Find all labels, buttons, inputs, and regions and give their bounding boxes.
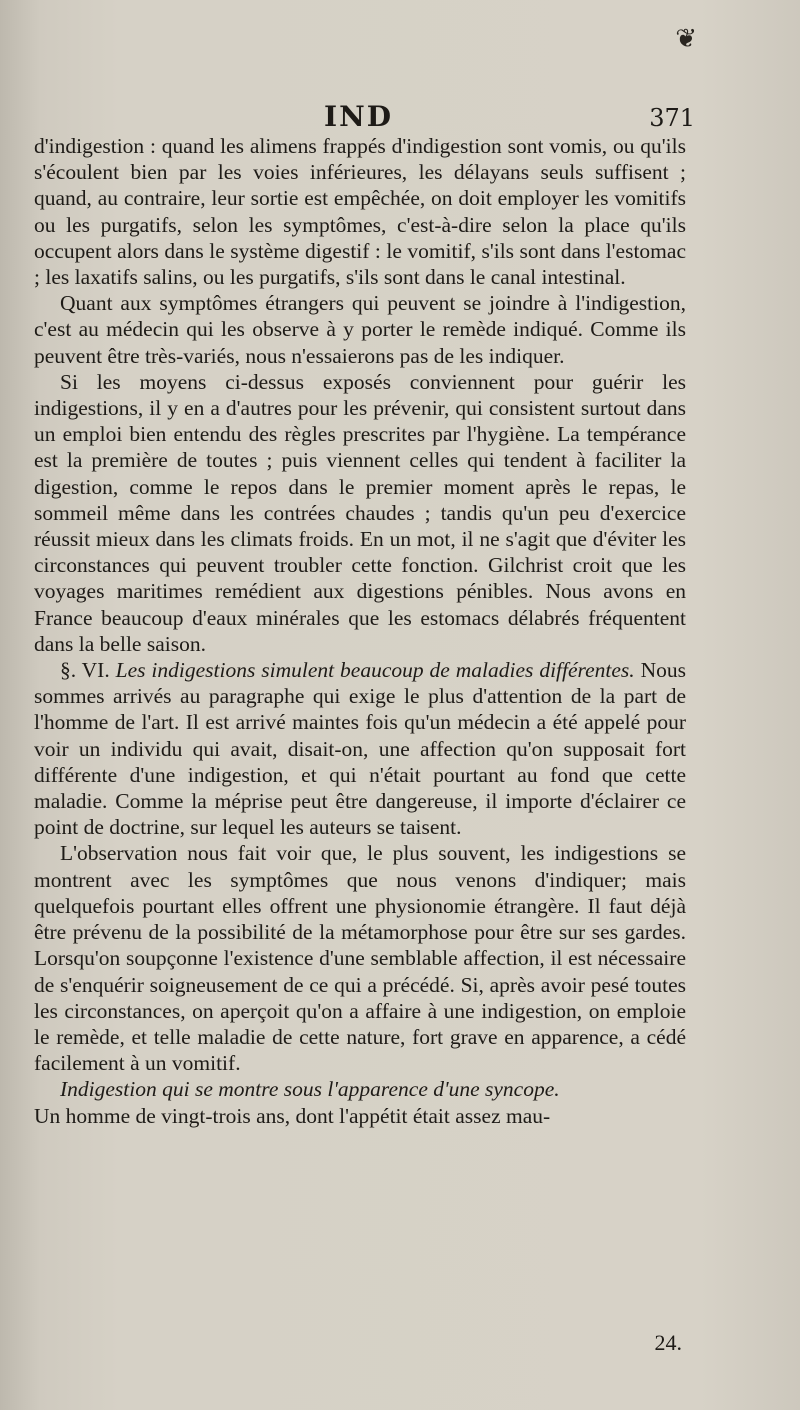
paragraph-3: Si les moyens ci-dessus exposés conviennent pour guérir les indigestions, il y en a d'autres pour les prévenir, qui consistent surtout dans un emploi bien entendu des règles prescrites par l'hygiène. La tempérance est la première de toutes ; puis viennent celles qui tendent à faciliter la digestion, comme le repos dans le premier moment après le repas, le sommeil même dans les contrées chaudes ; tandis qu'un peu d'exercice réussit mieux dans les climats froids. En un mot, il ne s'agit que d'éviter les circonstances qui peuvent troubler cette fonction. Gilchrist croit que les voyages maritimes remédient aux digestions pénibles. Nous avons en France beaucoup d'eaux minérales que les estomacs délabrés fréquentent dans la belle saison. [34, 369, 686, 656]
body-text [34, 133, 686, 1129]
section-number: §. VI. [60, 658, 110, 683]
page-number: 371 [649, 104, 695, 132]
paragraph-7: Un homme de vingt-trois ans, dont l'appétit était assez mau- [34, 1103, 551, 1128]
signature-mark: 24. [654, 1330, 682, 1355]
paragraph-4 [34, 657, 686, 840]
paragraph-1: d'indigestion : quand les alimens frappés d'indigestion sont vomis, ou qu'ils s'écoulent bien par les voies inférieures, les délayans seuls suffisent ; quand, au contraire, leur sortie est empêchée, on doit employer les vomitifs ou les purgatifs, selon les symptômes, c'est-à-dire selon la place qu'ils occupent alors dans le système digestif : le vomitif, s'ils sont dans l'estomac ; les laxatifs salins, ou les purgatifs, s'ils sont dans le canal intestinal. [34, 134, 686, 290]
running-head [0, 100, 800, 134]
paragraph-2: Quant aux symptômes étrangers qui peuvent se joindre à l'indigestion, c'est au médecin qui les observe à y porter le remède indiqué. Comme ils peuvent être très-variés, nous n'essaierons pas de les indiquer. [34, 291, 686, 368]
paragraph-4-text: Nous sommes arrivés au paragraphe qui exige le plus d'attention de la part de l'homme de l'art. Il est arrivé maintes fois qu'un médecin a été appelé pour voir un individu qui avait, disait-on, une affection qu'on supposait fort différente d'une indigestion, et qui n'était pourtant au fond que cette maladie. Comme la méprise peut être dangereuse, il importe d'éclairer ce point de doctrine, sur lequel les auteurs se taisent. [34, 658, 686, 840]
paragraph-5: L'observation nous fait voir que, le plus souvent, les indigestions se montrent avec les symptômes que nous venons d'indiquer; mais quelquefois pourtant elles offrent une physionomie étrangère. Il faut déjà être prévenu de la possibilité de la métamorphose pour être sur ses gardes. Lorsqu'on soupçonne l'existence d'une semblable affection, il est nécessaire de s'enquérir soigneusement de ce qui a précédé. Si, après avoir pesé toutes les circonstances, on aperçoit qu'on a affaire à une indigestion, on emploie le remède, et telle maladie de cette nature, fort grave en apparence, a cédé facilement à un vomitif. [34, 841, 686, 1076]
subheading-syncope: Indigestion qui se montre sous l'apparence d'une syncope. [60, 1077, 560, 1102]
running-head-title: IND [324, 100, 393, 133]
section-heading: Les indigestions simulent beaucoup de maladies différentes. [115, 658, 635, 683]
printer-ornament: ❦ [675, 24, 697, 54]
